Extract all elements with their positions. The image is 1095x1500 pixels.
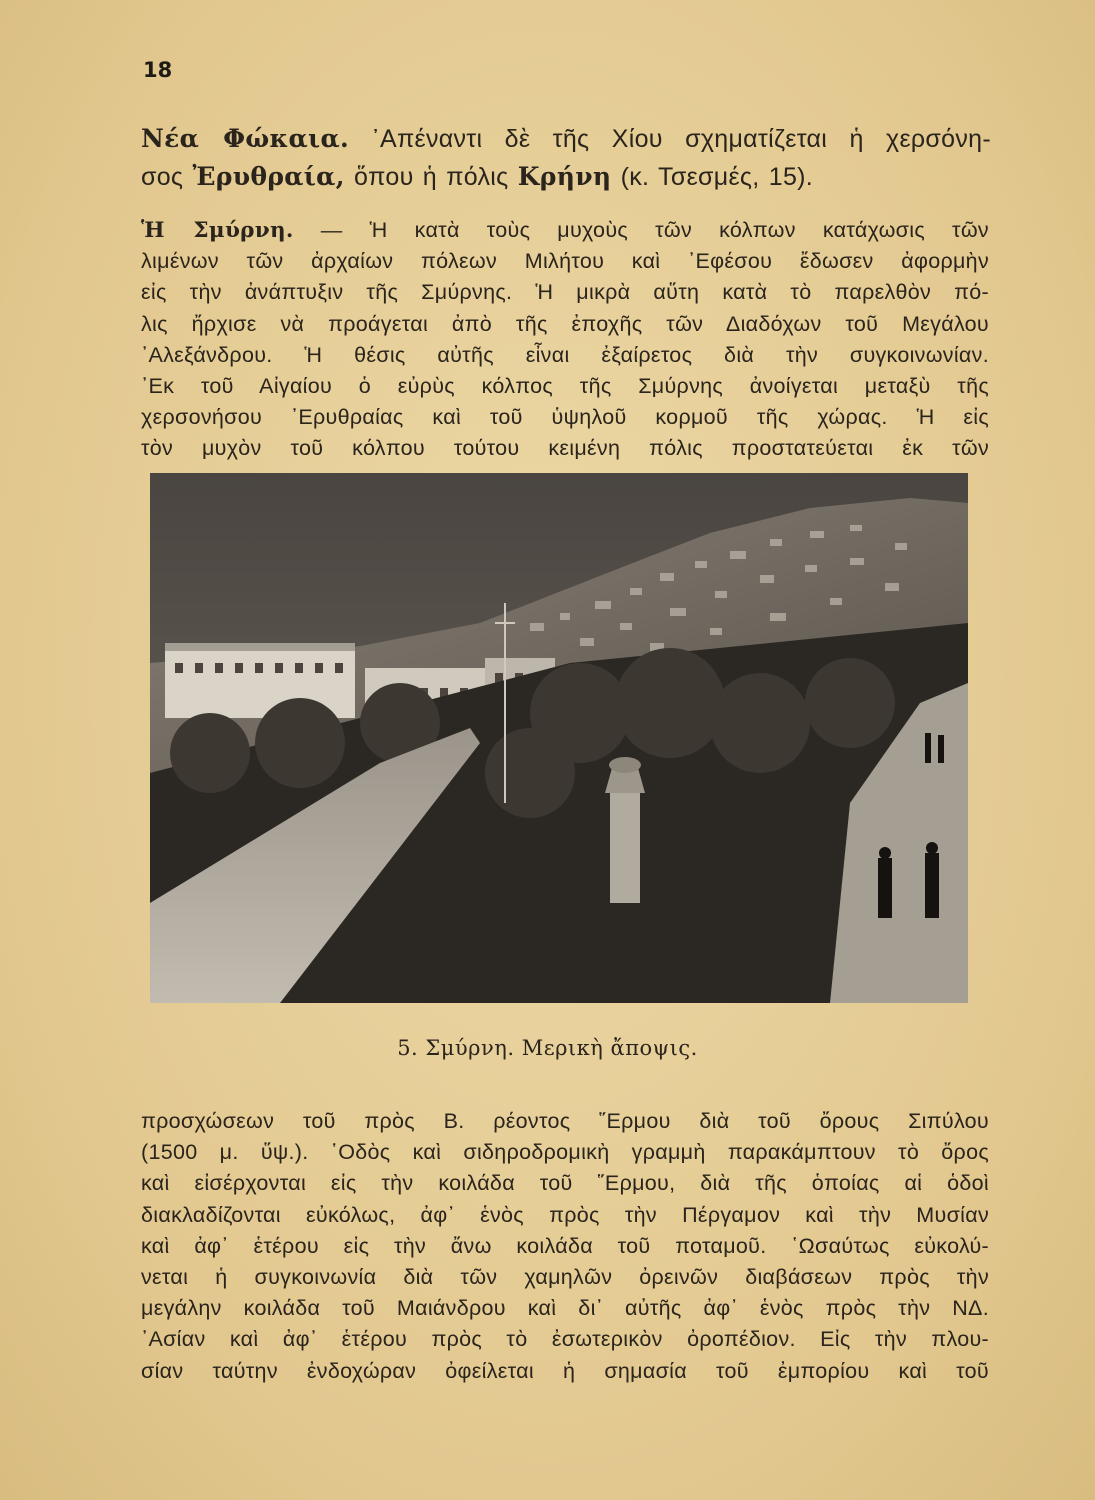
text-run: ὅπου ἡ πόλις: [344, 163, 518, 191]
paragraph-line: καὶ εἰσέρχονται εἰς τὴν κοιλάδα τοῦ ῞Ερμου, διὰ τῆς ὁποίας αἱ ὁδοὶ: [141, 1171, 989, 1196]
page-number: 18: [143, 58, 173, 82]
place-name-nea-fokaia: Νέα Φώκαια.: [141, 124, 349, 153]
figure-caption: 5. Σμύρνη. Μερικὴ ἄποψις.: [397, 1036, 698, 1060]
intro-paragraph: [141, 120, 991, 196]
paragraph-line: διακλαδίζονται εὐκόλως, ἀφ᾿ ἑνὸς πρὸς τὴν Πέργαμον καὶ τὴν Μυσίαν: [141, 1202, 989, 1227]
photograph-illustration: [150, 473, 968, 1003]
paragraph-line: νεται ἡ συγκοινωνία διὰ τῶν χαμηλῶν ὀρεινῶν διαβάσεων πρὸς τὴν: [141, 1265, 989, 1290]
paragraph-line: (1500 μ. ὕψ.). ῾Οδὸς καὶ σιδηροδρομικὴ γραμμὴ παρακάμπτουν τὸ ὄρος: [141, 1140, 989, 1165]
place-name-krini: Κρήνη: [517, 162, 612, 191]
paragraph-line: σίαν ταύτην ἐνδοχώραν ὀφείλεται ἡ σημασία τοῦ ἐμπορίου καὶ τοῦ: [141, 1358, 989, 1383]
text-run: — Ἡ κατὰ τοὺς μυχοὺς τῶν κόλπων κατάχωσις τῶν: [293, 218, 989, 242]
text-run: (κ. Τσεσμές, 15).: [611, 163, 814, 191]
text-run: σος: [141, 163, 193, 191]
section-heading-smyrna: Ἡ Σμύρνη.: [141, 218, 294, 243]
paragraph-line: μεγάλην κοιλάδα τοῦ Μαιάνδρου καὶ δι᾿ αὐτῆς ἀφ᾿ ἑνὸς πρὸς τὴν ΝΔ.: [141, 1296, 989, 1321]
smyrna-paragraph: [141, 215, 989, 465]
intro-line: [141, 158, 991, 196]
paragraph-line: προσχώσεων τοῦ πρὸς Β. ρέοντος ῞Ερμου διὰ τοῦ ὄρους Σιπύλου: [141, 1109, 989, 1133]
paragraph-line: [141, 215, 989, 246]
paragraph-line: λιμένων τῶν ἀρχαίων πόλεων Μιλήτου καὶ ᾿Εφέσου ἔδωσεν ἀφορμὴν: [141, 249, 989, 274]
paragraph-line: χερσονήσου ᾿Ερυθραίας καὶ τοῦ ὑψηλοῦ κορμοῦ τῆς χώρας. Ἡ εἰς: [141, 405, 989, 430]
intro-line: [141, 120, 991, 158]
text-run: ᾿Απέναντι δὲ τῆς Χίου σχηματίζεται ἡ χερσόνη-: [349, 125, 991, 153]
paragraph-line: τὸν μυχὸν τοῦ κόλπου τούτου κειμένη πόλις προστατεύεται ἐκ τῶν: [141, 436, 989, 461]
paragraph-line: ᾿Εκ τοῦ Αἰγαίου ὁ εὐρὺς κόλπος τῆς Σμύρνης ἀνοίγεται μεταξὺ τῆς: [141, 374, 989, 399]
paragraph-line: ᾿Ασίαν καὶ ἀφ᾿ ἑτέρου πρὸς τὸ ἐσωτερικὸν ὀροπέδιον. Εἰς τὴν πλου-: [141, 1327, 989, 1352]
paragraph-line: ᾿Αλεξάνδρου. Ἡ θέσις αὐτῆς εἶναι ἐξαίρετος διὰ τὴν συγκοινωνίαν.: [141, 342, 989, 367]
place-name-erythraia: Ἐρυθραία,: [192, 162, 345, 191]
paragraph-line: λις ἤρχισε νὰ προάγεται ἀπὸ τῆς ἐποχῆς τῶν Διαδόχων τοῦ Μεγάλου: [141, 311, 989, 336]
continuation-paragraph: [141, 1106, 989, 1387]
paragraph-line: εἰς τὴν ἀνάπτυξιν τῆς Σμύρνης. Ἡ μικρὰ αὕτη κατὰ τὸ παρελθὸν πό-: [141, 280, 989, 305]
smyrna-photograph: [150, 473, 968, 1003]
paragraph-line: καὶ ἀφ᾿ ἑτέρου εἰς τὴν ἄνω κοιλάδα τοῦ ποταμοῦ. ῾Ωσαύτως εὐκολύ-: [141, 1233, 989, 1258]
monument: [605, 757, 645, 903]
